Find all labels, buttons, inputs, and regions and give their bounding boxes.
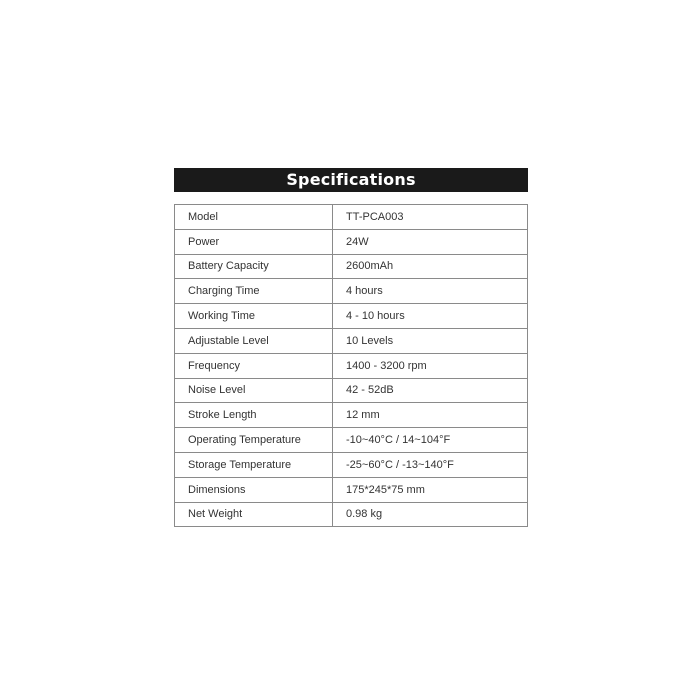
table-row	[175, 452, 528, 477]
spec-value: TT-PCA003	[333, 205, 528, 230]
spec-value: -10~40°C / 14~104°F	[333, 428, 528, 453]
spec-value: 175*245*75 mm	[333, 477, 528, 502]
spec-label: Model	[175, 205, 333, 230]
spec-label: Battery Capacity	[175, 254, 333, 279]
spec-value: 2600mAh	[333, 254, 528, 279]
table-row	[175, 502, 528, 527]
spec-label: Frequency	[175, 353, 333, 378]
spec-label: Working Time	[175, 304, 333, 329]
spec-value: 10 Levels	[333, 328, 528, 353]
spec-label: Power	[175, 229, 333, 254]
table-row	[175, 428, 528, 453]
spec-value: 0.98 kg	[333, 502, 528, 527]
spec-label: Noise Level	[175, 378, 333, 403]
table-row	[175, 378, 528, 403]
spec-label: Stroke Length	[175, 403, 333, 428]
spec-label: Net Weight	[175, 502, 333, 527]
table-row	[175, 304, 528, 329]
spec-label: Dimensions	[175, 477, 333, 502]
specifications-table	[174, 204, 528, 527]
spec-label: Storage Temperature	[175, 452, 333, 477]
table-row	[175, 328, 528, 353]
table-row	[175, 254, 528, 279]
table-row	[175, 403, 528, 428]
table-row	[175, 477, 528, 502]
table-row	[175, 229, 528, 254]
spec-label: Charging Time	[175, 279, 333, 304]
spec-value: -25~60°C / -13~140°F	[333, 452, 528, 477]
spec-label: Operating Temperature	[175, 428, 333, 453]
spec-label: Adjustable Level	[175, 328, 333, 353]
spec-value: 4 hours	[333, 279, 528, 304]
table-row	[175, 353, 528, 378]
table-row	[175, 279, 528, 304]
table-row	[175, 205, 528, 230]
spec-value: 12 mm	[333, 403, 528, 428]
specifications-title: Specifications	[174, 168, 528, 192]
spec-value: 4 - 10 hours	[333, 304, 528, 329]
spec-value: 42 - 52dB	[333, 378, 528, 403]
spec-value: 1400 - 3200 rpm	[333, 353, 528, 378]
spec-value: 24W	[333, 229, 528, 254]
